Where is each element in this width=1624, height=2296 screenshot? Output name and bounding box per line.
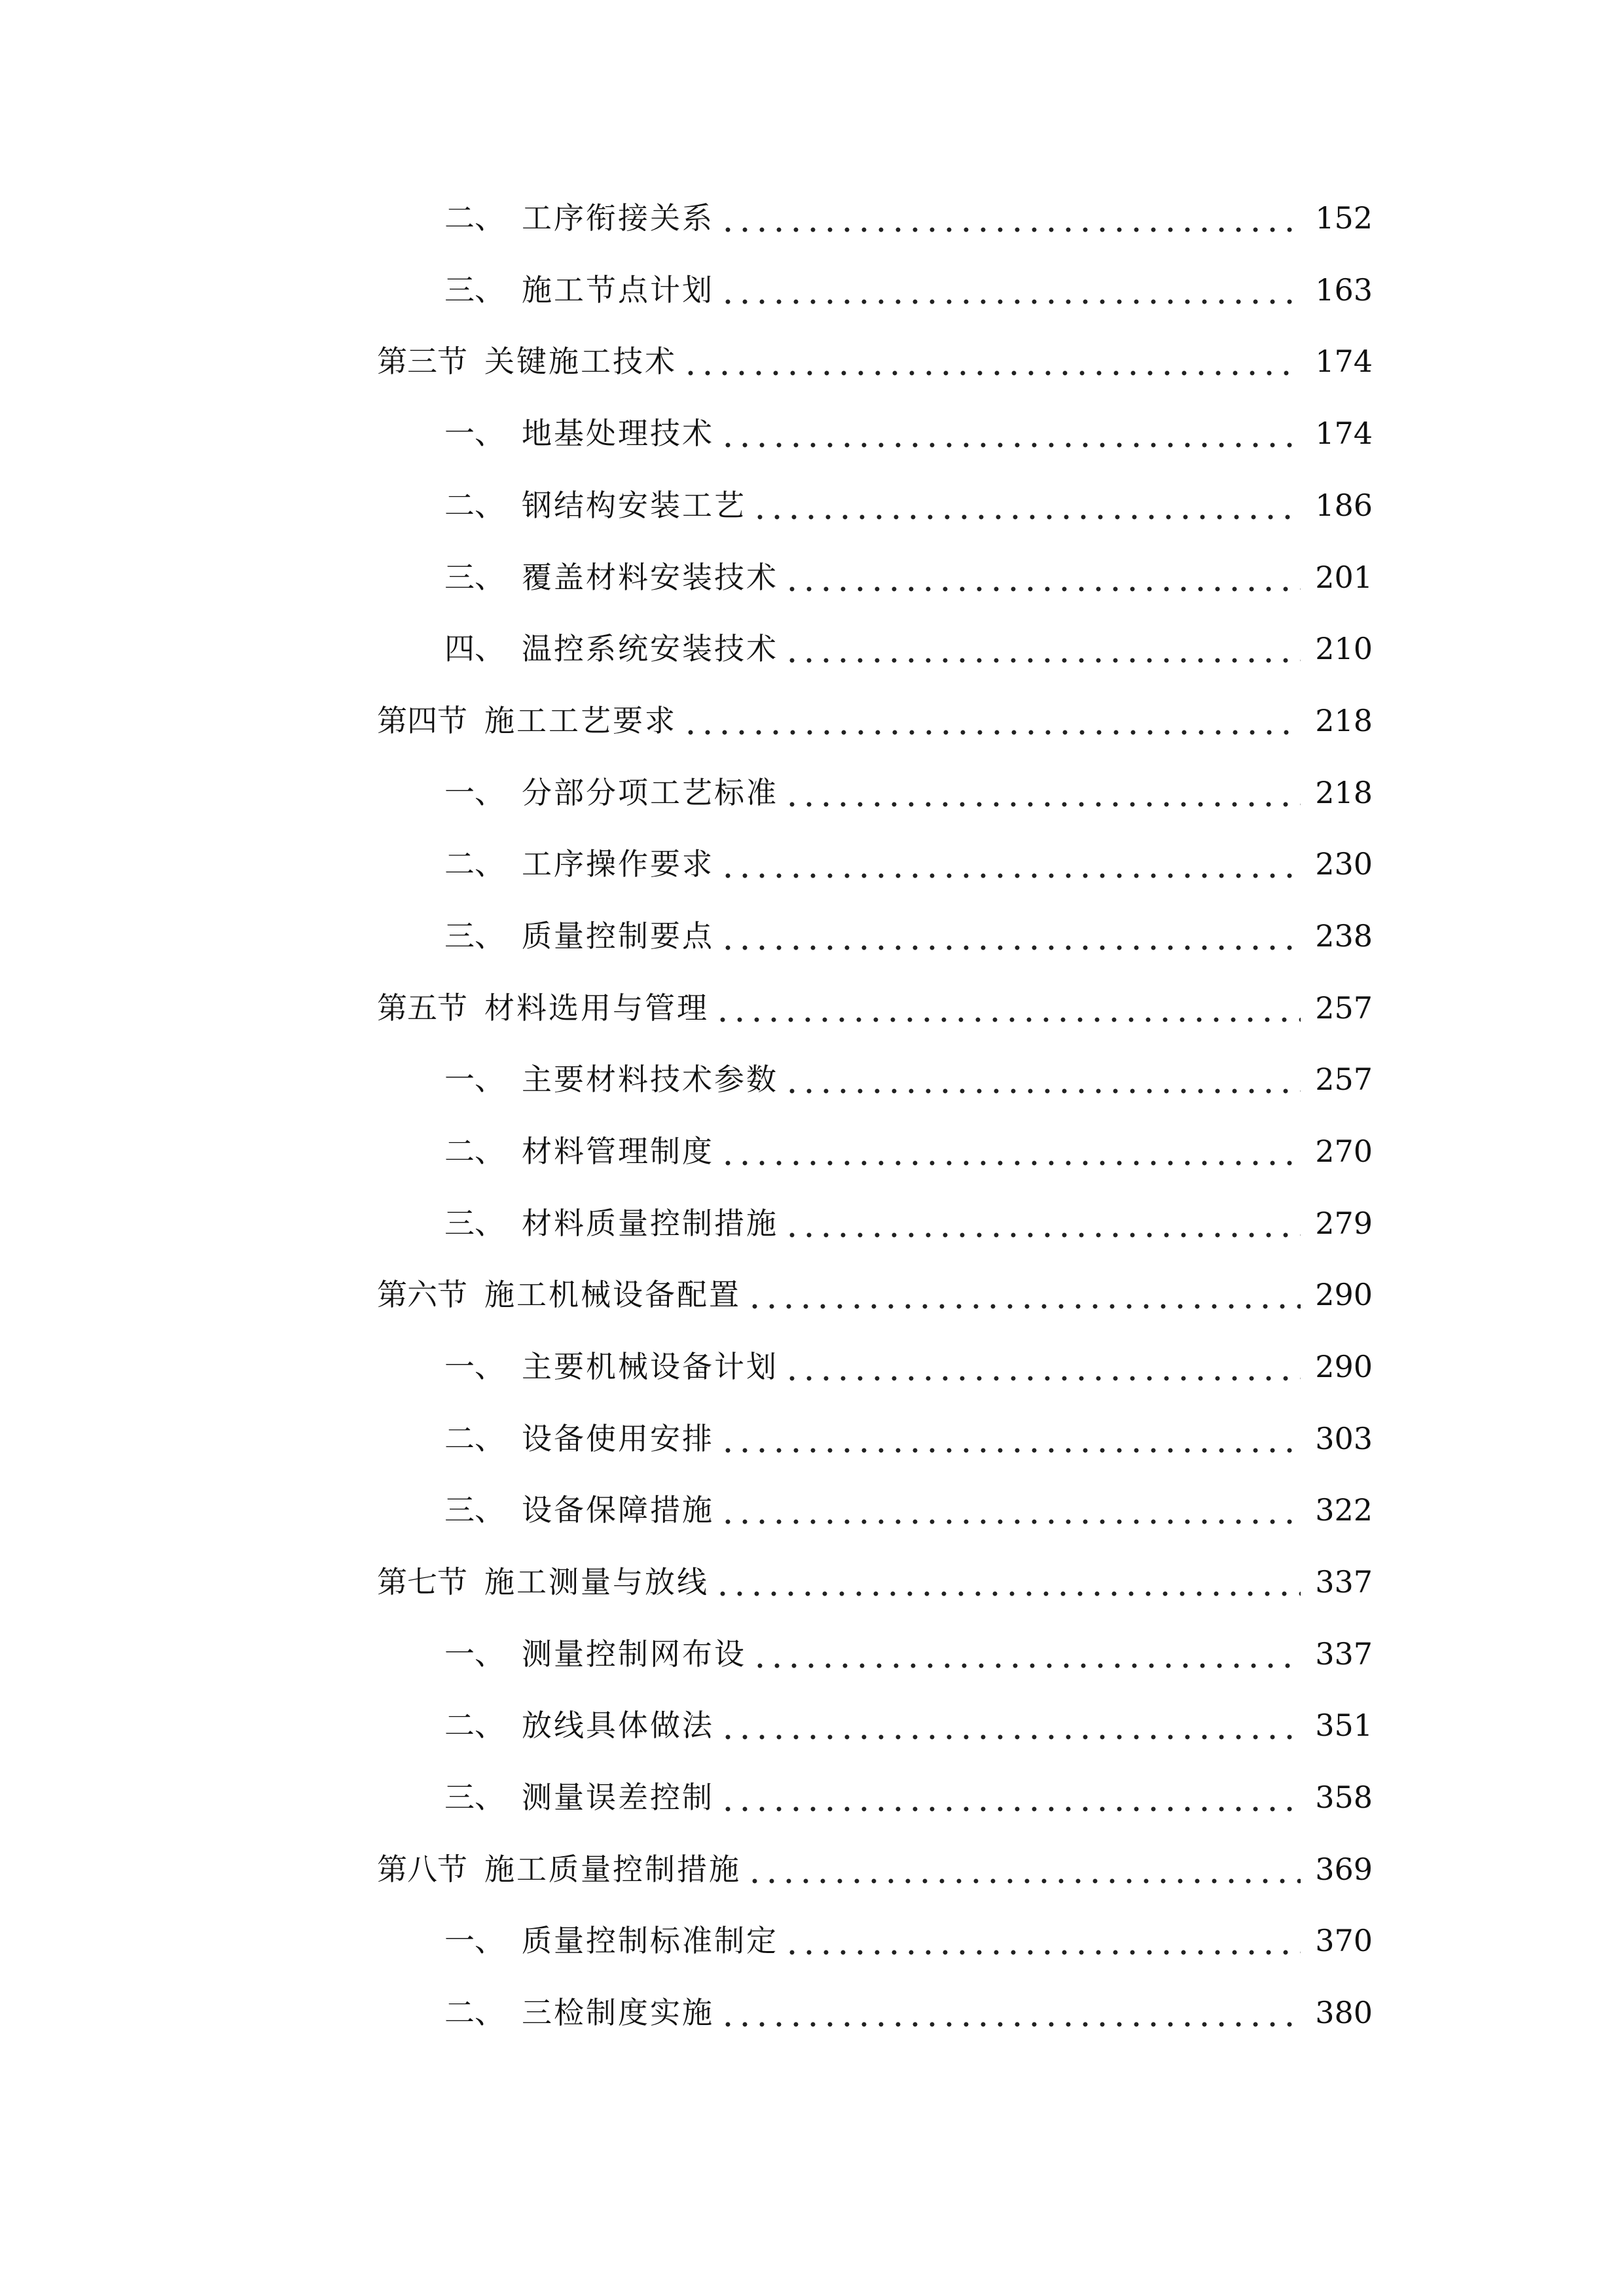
entry-page-number: 351 [1315, 1708, 1373, 1743]
toc-entry[interactable] [444, 1986, 1373, 2039]
entry-page-number: 238 [1315, 918, 1373, 954]
entry-title: 测量误差控制 [522, 1780, 714, 1815]
toc-entry[interactable] [444, 192, 1373, 244]
entry-title: 材料管理制度 [522, 1134, 714, 1169]
toc-entry[interactable] [444, 1628, 1373, 1680]
toc-entry[interactable] [444, 407, 1373, 459]
entry-page-number: 369 [1315, 1852, 1373, 1887]
dot-leader [784, 1340, 1301, 1393]
entry-page-number: 163 [1315, 272, 1373, 308]
section-prefix: 第四节 [377, 703, 467, 738]
entry-prefix: 一、 [444, 1636, 505, 1672]
entry-title: 地基处理技术 [522, 416, 714, 451]
entry-title: 工序衔接关系 [522, 200, 714, 236]
dot-leader [714, 1556, 1301, 1608]
entry-title: 材料质量控制措施 [522, 1206, 778, 1241]
dot-leader [784, 551, 1301, 603]
toc-entry[interactable] [444, 1125, 1373, 1177]
entry-page-number: 230 [1315, 846, 1373, 882]
entry-prefix: 二、 [444, 1708, 505, 1743]
entry-page-number: 270 [1315, 1134, 1373, 1169]
toc-section-entry[interactable] [377, 1556, 1373, 1608]
entry-title: 设备使用安排 [522, 1421, 714, 1456]
entry-prefix: 二、 [444, 846, 505, 882]
dot-leader [719, 1484, 1301, 1536]
entry-page-number: 380 [1315, 1995, 1373, 2030]
toc-entry[interactable] [444, 766, 1373, 819]
entry-page-number: 174 [1315, 344, 1373, 379]
entry-page-number: 279 [1315, 1206, 1373, 1241]
dot-leader [682, 335, 1301, 387]
toc-section-entry[interactable] [377, 982, 1373, 1034]
entry-title: 设备保障措施 [522, 1492, 714, 1528]
toc-entry[interactable] [444, 551, 1373, 603]
entry-prefix: 二、 [444, 1134, 505, 1169]
toc-section-entry[interactable] [377, 1843, 1373, 1895]
entry-page-number: 322 [1315, 1492, 1373, 1528]
dot-leader [719, 910, 1301, 962]
toc-entry[interactable] [444, 1412, 1373, 1465]
entry-page-number: 303 [1315, 1421, 1373, 1456]
section-title: 施工质量控制措施 [484, 1852, 741, 1887]
entry-prefix: 一、 [444, 416, 505, 451]
entry-title: 放线具体做法 [522, 1708, 714, 1743]
entry-page-number: 290 [1315, 1277, 1373, 1312]
toc-entry[interactable] [444, 479, 1373, 531]
entry-title: 三检制度实施 [522, 1995, 714, 2030]
entry-prefix: 三、 [444, 918, 505, 954]
section-prefix: 第五节 [377, 990, 467, 1026]
dot-leader [719, 1412, 1301, 1465]
entry-title: 质量控制要点 [522, 918, 714, 954]
entry-page-number: 290 [1315, 1349, 1373, 1384]
section-title: 施工工艺要求 [484, 703, 677, 738]
entry-prefix: 三、 [444, 1780, 505, 1815]
entry-page-number: 210 [1315, 631, 1373, 666]
dot-leader [714, 982, 1301, 1034]
dot-leader [719, 1699, 1301, 1751]
entry-title: 测量控制网布设 [522, 1636, 746, 1672]
entry-prefix: 二、 [444, 1995, 505, 2030]
section-prefix: 第六节 [377, 1277, 467, 1312]
dot-leader [751, 479, 1301, 531]
dot-leader [784, 766, 1301, 819]
dot-leader [719, 1986, 1301, 2039]
entry-title: 工序操作要求 [522, 846, 714, 882]
toc-entry[interactable] [444, 1053, 1373, 1105]
entry-page-number: 358 [1315, 1780, 1373, 1815]
dot-leader [719, 264, 1301, 316]
entry-page-number: 257 [1315, 1062, 1373, 1097]
entry-prefix: 二、 [444, 1421, 505, 1456]
entry-prefix: 三、 [444, 1492, 505, 1528]
section-title: 施工测量与放线 [484, 1564, 709, 1600]
section-prefix: 第八节 [377, 1852, 467, 1887]
entry-prefix: 三、 [444, 560, 505, 595]
entry-page-number: 174 [1315, 416, 1373, 451]
entry-title: 温控系统安装技术 [522, 631, 778, 666]
dot-leader [784, 1053, 1301, 1105]
toc-entry[interactable] [444, 264, 1373, 316]
entry-title: 覆盖材料安装技术 [522, 560, 778, 595]
entry-prefix: 二、 [444, 200, 505, 236]
entry-prefix: 四、 [444, 631, 505, 666]
dot-leader [746, 1268, 1301, 1321]
entry-page-number: 337 [1315, 1636, 1373, 1672]
entry-page-number: 186 [1315, 488, 1373, 523]
entry-prefix: 一、 [444, 775, 505, 810]
entry-title: 钢结构安装工艺 [522, 488, 746, 523]
entry-page-number: 152 [1315, 200, 1373, 236]
entry-prefix: 一、 [444, 1062, 505, 1097]
toc-entry[interactable] [444, 1484, 1373, 1536]
section-title: 关键施工技术 [484, 344, 677, 379]
entry-page-number: 218 [1315, 775, 1373, 810]
entry-title: 主要材料技术参数 [522, 1062, 778, 1097]
entry-prefix: 一、 [444, 1923, 505, 1958]
toc-section-entry[interactable] [377, 1268, 1373, 1321]
dot-leader [682, 694, 1301, 747]
dot-leader [719, 407, 1301, 459]
dot-leader [719, 1125, 1301, 1177]
section-title: 材料选用与管理 [484, 990, 709, 1026]
toc-entry[interactable] [444, 1340, 1373, 1393]
entry-page-number: 201 [1315, 560, 1373, 595]
toc-entry[interactable] [444, 910, 1373, 962]
section-prefix: 第七节 [377, 1564, 467, 1600]
dot-leader [784, 1914, 1301, 1967]
entry-title: 分部分项工艺标准 [522, 775, 778, 810]
section-title: 施工机械设备配置 [484, 1277, 741, 1312]
section-prefix: 第三节 [377, 344, 467, 379]
dot-leader [719, 838, 1301, 890]
toc-entry[interactable] [444, 622, 1373, 675]
toc-section-entry[interactable] [377, 335, 1373, 387]
dot-leader [746, 1843, 1301, 1895]
entry-prefix: 一、 [444, 1349, 505, 1384]
entry-title: 质量控制标准制定 [522, 1923, 778, 1958]
entry-page-number: 370 [1315, 1923, 1373, 1958]
entry-page-number: 218 [1315, 703, 1373, 738]
dot-leader [751, 1628, 1301, 1680]
toc-entry[interactable] [444, 1914, 1373, 1967]
dot-leader [784, 622, 1301, 675]
entry-prefix: 三、 [444, 272, 505, 308]
entry-prefix: 三、 [444, 1206, 505, 1241]
entry-page-number: 337 [1315, 1564, 1373, 1600]
entry-title: 施工节点计划 [522, 272, 714, 308]
toc-entry[interactable] [444, 1771, 1373, 1823]
entry-page-number: 257 [1315, 990, 1373, 1026]
entry-title: 主要机械设备计划 [522, 1349, 778, 1384]
dot-leader [719, 192, 1301, 244]
dot-leader [784, 1197, 1301, 1249]
toc-entry[interactable] [444, 838, 1373, 890]
toc-section-entry[interactable] [377, 694, 1373, 747]
dot-leader [719, 1771, 1301, 1823]
toc-entry[interactable] [444, 1699, 1373, 1751]
entry-prefix: 二、 [444, 488, 505, 523]
toc-entry[interactable] [444, 1197, 1373, 1249]
